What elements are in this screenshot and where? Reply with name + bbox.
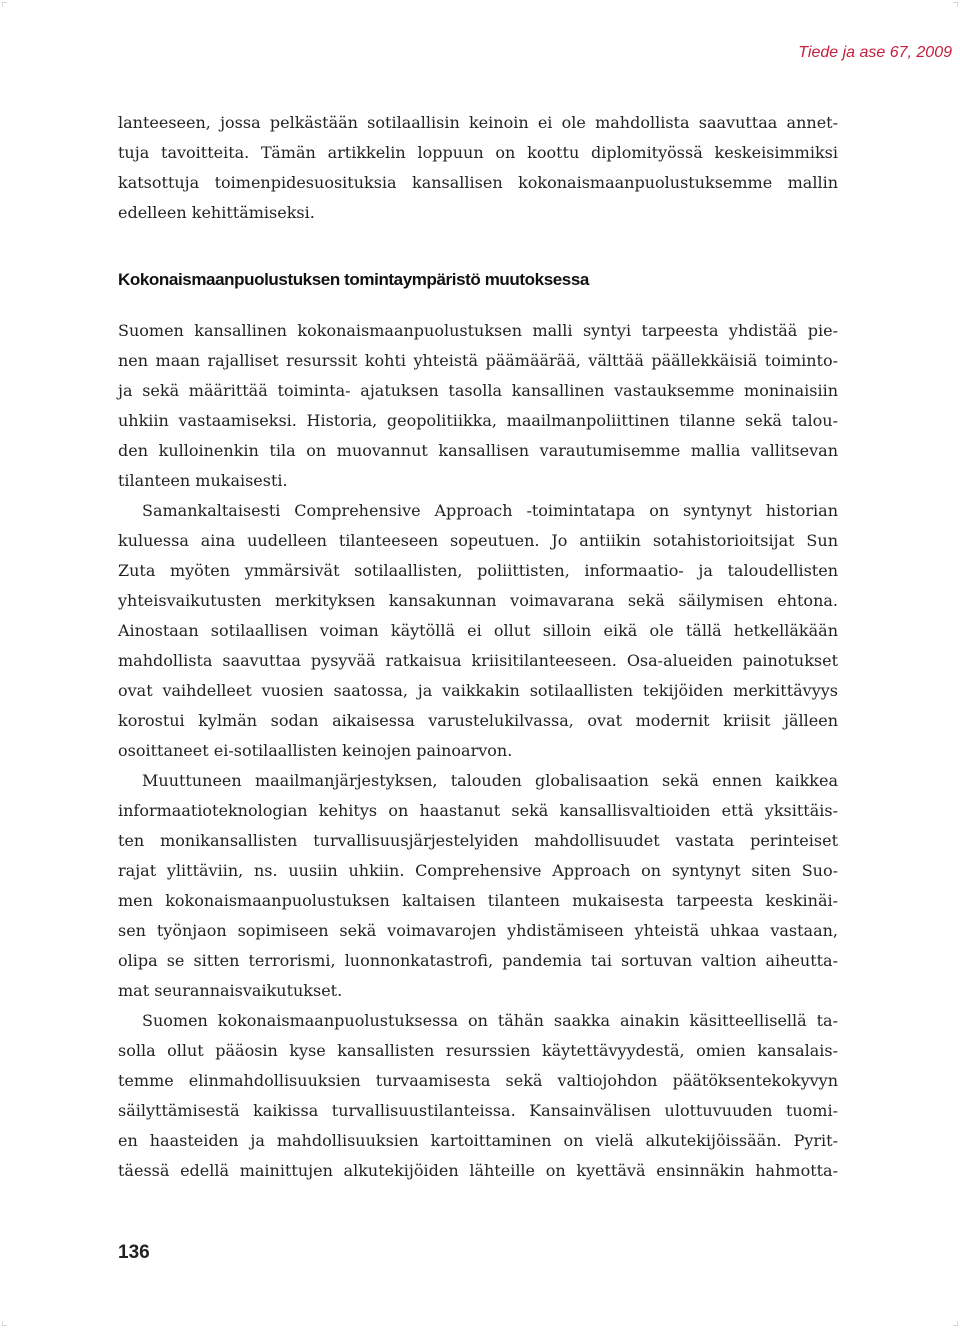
text-line: ja sekä määrittää toiminta- ajatuksen tasolla kansallinen vastauksemme moninaisiin: [118, 381, 838, 400]
text-line: mat seurannaisvaikutukset.: [118, 981, 343, 1000]
text-line: Zuta myöten ymmärsivät sotilaallisten, poliittisten, informaatio- ja taloudellisten: [118, 561, 838, 580]
text-line: Ainostaan sotilaallisen voiman käytöllä ei ollut silloin eikä ole tällä hetkelläkään: [118, 621, 838, 640]
text-line: nen maan rajalliset resurssit kohti yhteistä päämäärää, välttää päällekkäisiä toiminto-: [118, 351, 838, 370]
text-line: korostui kylmän sodan aikaisessa varustelukilvassa, ovat modernit kriisit jälleen: [118, 711, 838, 730]
crop-mark-top-right: [953, 2, 958, 7]
paragraph-3: [118, 766, 838, 1006]
text-line: ten monikansallisten turvallisuusjärjestelyiden mahdollisuudet vastata perinteiset: [118, 831, 838, 850]
crop-mark-top-left: [2, 2, 7, 7]
paragraph-1: [118, 316, 838, 496]
text-line: täessä edellä mainittujen alkutekijöiden lähteille on kyettävä ensinnäkin hahmotta-: [118, 1161, 838, 1180]
text-line: katsottuja toimenpidesuosituksia kansallisen kokonaismaanpuolustuksemme mallin: [118, 173, 838, 192]
text-line: rajat ylittäviin, ns. uusiin uhkiin. Comprehensive Approach on syntynyt siten Suo-: [118, 861, 838, 880]
text-line: Samankaltaisesti Comprehensive Approach -toimintatapa on syntynyt historian: [142, 501, 838, 520]
text-line: Muuttuneen maailmanjärjestyksen, talouden globalisaation sekä ennen kaikkea: [142, 771, 838, 790]
text-line: uhkiin vastaamiseksi. Historia, geopolitiikka, maailmanpoliittinen tilanne sekä talou-: [118, 411, 838, 430]
text-line: den kulloinenkin tila on muovannut kansallisen varautumisemme mallia vallitsevan: [118, 441, 838, 460]
text-line: mahdollista saavuttaa pysyvää ratkaisua kriisitilanteeseen. Osa-alueiden painotukset: [118, 651, 838, 670]
text-line: osoittaneet ei-sotilaallisten keinojen painoarvon.: [118, 741, 513, 760]
crop-mark-bottom-right: [953, 1321, 958, 1326]
paragraph-2: [118, 496, 838, 766]
text-line: solla ollut pääosin kyse kansallisten resurssien käytettävyydestä, omien kansalais-: [118, 1041, 838, 1060]
text-line: kuluessa aina uudelleen tilanteeseen sopeutuen. Jo antiikin sotahistorioitsijat Sun: [118, 531, 838, 550]
page-body: [118, 108, 838, 1186]
paragraph-4: [118, 1006, 838, 1186]
text-line: lanteeseen, jossa pelkästään sotilaallisin keinoin ei ole mahdollista saavuttaa annet-: [118, 113, 838, 132]
intro-paragraph: [118, 108, 838, 228]
text-line: ovat vaihdelleet vuosien saatossa, ja vaikkakin sotilaallisten tekijöiden merkittävyys: [118, 681, 838, 700]
text-line: yhteisvaikutusten merkityksen kansakunnan voimavarana sekä säilymisen ehtona.: [118, 591, 838, 610]
text-line: en haasteiden ja mahdollisuuksien kartoittaminen on vielä alkutekijöissään. Pyrit-: [118, 1131, 838, 1150]
text-line: temme elinmahdollisuuksien turvaamisesta sekä valtiojohdon päätöksentekokyvyn: [118, 1071, 838, 1090]
text-line: Suomen kansallinen kokonaismaanpuolustuksen malli syntyi tarpeesta yhdistää pie-: [118, 321, 838, 340]
text-line: tuja tavoitteita. Tämän artikkelin loppuun on koottu diplomityössä keskeisimmiksi: [118, 143, 838, 162]
crop-mark-bottom-left: [2, 1321, 7, 1326]
text-line: informaatioteknologian kehitys on haastanut sekä kansallisvaltioiden että yksittäis-: [118, 801, 838, 820]
text-line: sen työnjaon sopimiseen sekä voimavarojen yhdistämiseen yhteistä uhkaa vastaan,: [118, 921, 838, 940]
text-line: olipa se sitten terrorismi, luonnonkatastrofi, pandemia tai sortuvan valtion aiheutta-: [118, 951, 838, 970]
text-line: säilyttämisestä kaikissa turvallisuustilanteissa. Kansainvälisen ulottuvuuden tuomi-: [118, 1101, 838, 1120]
running-header: Tiede ja ase 67, 2009: [798, 44, 952, 61]
page-number: 136: [118, 1242, 150, 1263]
text-line: tilanteen mukaisesti.: [118, 471, 288, 490]
text-line: edelleen kehittämiseksi.: [118, 203, 315, 222]
section-heading: Kokonaismaanpuolustuksen tomintaympäristö muutoksessa: [118, 270, 589, 289]
text-line: Suomen kokonaismaanpuolustuksessa on tähän saakka ainakin käsitteellisellä ta-: [142, 1011, 838, 1030]
text-line: men kokonaismaanpuolustuksen kaltaisen tilanteen mukaisesta tarpeesta keskinäi-: [118, 891, 838, 910]
